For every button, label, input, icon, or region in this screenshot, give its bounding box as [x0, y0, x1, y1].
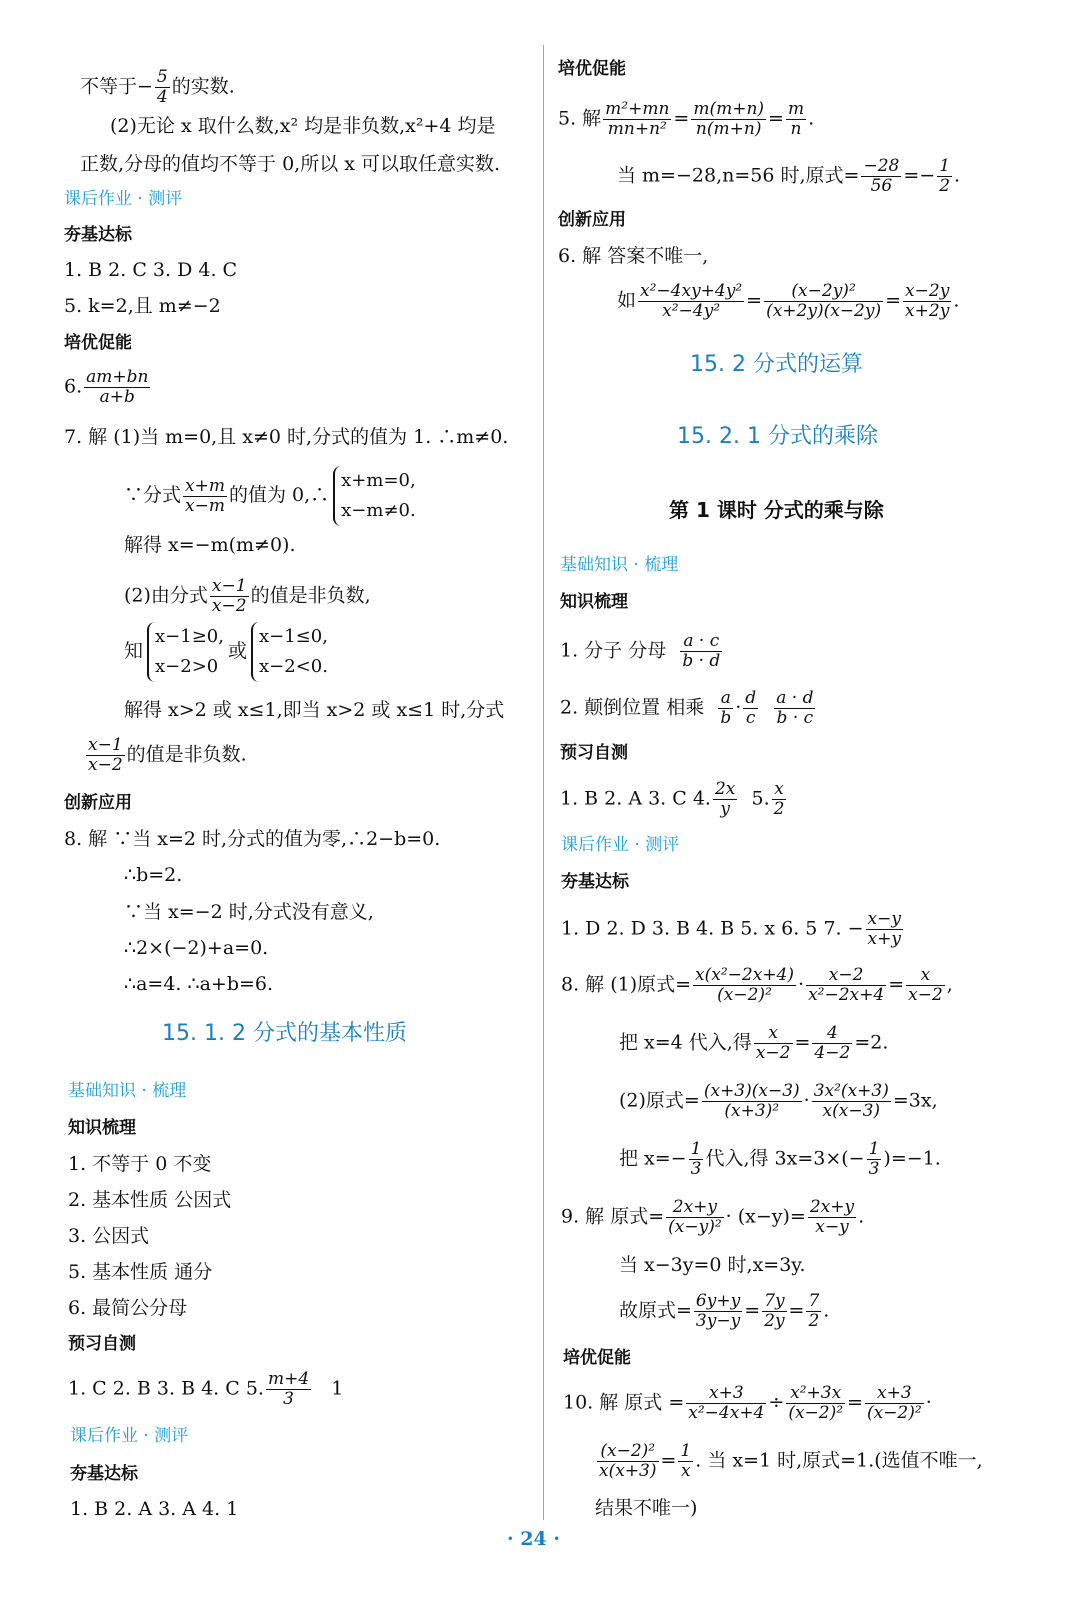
answer-line: 5. 基本性质 通分 [68, 1261, 213, 1283]
answer-line: ∴b=2. [124, 864, 183, 886]
answer-line: 如 $\frac{\text{x²−4xy+4y²}}{\text{x²−4y²}}$ = $\frac{\text{(x−2y)²}}{(x+2y)(x-2y)}$ = $\frac{x-2y}{x+2y}$ . [617, 281, 960, 321]
answer-line: 6. 解 答案不唯一, [558, 245, 709, 267]
section-title: 15. 2 分式的运算 [690, 352, 863, 377]
fraction: $\frac{x-2}{\text{x²−2x+4}}$ [808, 965, 885, 1005]
fraction: $\frac{m}{n}$ [787, 99, 805, 139]
answer-line: 3. 公因式 [68, 1225, 150, 1247]
fraction: $\frac{x+3}{\text{(x−2)²}}$ [866, 1383, 922, 1423]
fraction: $\frac{7y}{2y}$ [764, 1291, 785, 1331]
subsection-heading: 夯基达标 [70, 1464, 138, 1484]
fraction: $\frac{am+bn}{a+b}$ [86, 367, 149, 407]
text-line: (2)无论 x 取什么数,x² 均是非负数,x²+4 均是 [110, 115, 496, 137]
answer-line: 故原式= $\frac{6y+y}{3y-y}$ = $\frac{7y}{2y}$ = $\frac{7}{2}$ . [619, 1291, 830, 1331]
answer-line: 1. B 2. A 3. C 4. $\frac{2x}{y}$ 5. $\frac{x}{2}$ [560, 779, 785, 819]
fraction: $\frac{\text{x(x²−2x+4)}}{\text{(x−2)²}}$ [695, 965, 795, 1005]
fraction: $\frac{\text{x²+3x}}{\text{(x−2)²}}$ [788, 1383, 844, 1423]
fraction: $\frac{2x+y}{\text{(x−y)²}}$ [668, 1197, 722, 1237]
fraction: $\frac{x}{x-2}$ [908, 965, 943, 1005]
section-heading: 课后作业 · 测评 [561, 835, 680, 855]
fraction: $\frac{6y+y}{3y-y}$ [695, 1291, 741, 1331]
subsection-heading: 夯基达标 [64, 225, 132, 245]
fraction: $\frac{x+m}{x-m}$ [185, 475, 225, 516]
subsection-heading: 知识梳理 [68, 1118, 136, 1138]
answer-line: 把 x=− $\frac{1}{3}$ 代入,得 3x=3×(− $\frac{1}{3}$ )=−1. [619, 1139, 941, 1179]
fraction: $\frac{m(m+n)}{n(m+n)}$ [693, 99, 765, 139]
answer-line: 当 m=−28,n=56 时,原式= $\frac{-28}{56}$ =− $\frac{1}{2}$ . [617, 156, 961, 196]
answer-line: 8. 解 ∵当 x=2 时,分式的值为零,∴2−b=0. [64, 828, 441, 850]
subsection-heading: 知识梳理 [560, 592, 628, 612]
subsection-heading: 培优促能 [558, 59, 626, 79]
answer-line: 5. k=2,且 m≠−2 [64, 295, 221, 317]
column-divider [543, 45, 544, 1520]
fraction: $\frac{4}{4-2}$ [814, 1023, 851, 1063]
fraction: $\frac{7}{2}$ [808, 1291, 820, 1331]
fraction: $\frac{a \cdot c}{b \cdot d}$ [682, 631, 721, 671]
fraction: $\frac{2x}{y}$ [714, 779, 736, 819]
fraction: $\frac{(x+3)(x-3)}{\text{(x+3)²}}$ [703, 1081, 800, 1121]
fraction: $\frac{a}{b}$ [720, 688, 732, 728]
fraction: $\frac{x+3}{\text{x²−4x+4}}$ [688, 1383, 765, 1423]
lesson-title: 第 1 课时 分式的乘与除 [669, 498, 884, 522]
answer-line: 8. 解 (1)原式= $\frac{\text{x(x²−2x+4)}}{\text{(x−2)²}}$ · $\frac{x-2}{\text{x²−2x+4}}$ = $\frac{x}{x-2}$ , [561, 965, 953, 1005]
answer-line: 解得 x>2 或 x≤1,即当 x>2 或 x≤1 时,分式 [124, 699, 505, 721]
answer-line: 1. C 2. B 3. B 4. C 5. $\frac{m+4}{3}$ 1 [68, 1369, 344, 1409]
answer-line: 10. 解 原式 = $\frac{x+3}{\text{x²−4x+4}}$ ÷ $\frac{\text{x²+3x}}{\text{(x−2)²}}$ = $\frac{x+3}{\text{(x−2)²}}$ · [563, 1383, 932, 1423]
text-line: 不等于− $\frac{5}{4}$ 的实数. [80, 67, 235, 107]
subsection-heading: 创新应用 [558, 210, 626, 230]
answer-line: ∴2×(−2)+a=0. [124, 937, 269, 959]
section-heading: 课后作业 · 测评 [70, 1426, 189, 1446]
answer-line: 1. B 2. A 3. A 4. 1 [70, 1498, 239, 1520]
subsection-heading: 创新应用 [64, 793, 132, 813]
answer-line: 知 x−1≥0, x−2>0 或 x−1≤0, x−2<0. [124, 622, 332, 682]
section-heading: 基础知识 · 梳理 [560, 555, 679, 575]
answer-line: 6. $\frac{am+bn}{a+b}$ [64, 367, 149, 407]
answer-line: (2)原式= $\frac{(x+3)(x-3)}{\text{(x+3)²}}$ · $\frac{\text{3x²(x+3)}}{x(x-3)}$ =3x, [619, 1081, 938, 1121]
fraction: $\frac{x-y}{x+y}$ [867, 909, 901, 949]
fraction: $\frac{\text{(x−2)²}}{x(x+3)}$ [599, 1441, 657, 1481]
subsection-heading: 培优促能 [64, 333, 132, 353]
answer-line: 1. D 2. D 3. B 4. B 5. x 6. 5 7. − $\frac{x-y}{x+y}$ [561, 909, 901, 949]
fraction: $\frac{x-2y}{x+2y}$ [905, 281, 950, 321]
section-heading: 课后作业 · 测评 [64, 189, 183, 209]
fraction: $\frac{\text{3x²(x+3)}}{x(x-3)}$ [813, 1081, 889, 1121]
fraction: $\frac{x-1}{x-2}$ [88, 735, 123, 775]
fraction: $\frac{a \cdot d}{b \cdot c}$ [776, 688, 814, 728]
subsection-heading: 预习自测 [68, 1334, 136, 1354]
answer-line: 2. 颠倒位置 相乘 $\frac{a}{b}$ · $\frac{d}{c}$ $\frac{a \cdot d}{b \cdot c}$ [560, 688, 814, 728]
answer-line: (2)由分式 $\frac{x-1}{x-2}$ 的值是非负数, [124, 576, 371, 616]
section-title: 15. 2. 1 分式的乘除 [677, 424, 878, 449]
answer-line: 结果不唯一) [595, 1497, 698, 1519]
subsection-heading: 夯基达标 [561, 872, 629, 892]
section-heading: 基础知识 · 梳理 [68, 1081, 187, 1101]
answer-line: 7. 解 (1)当 m=0,且 x≠0 时,分式的值为 1. ∴m≠0. [64, 426, 509, 448]
answer-line: 6. 最简公分母 [68, 1297, 188, 1319]
answer-line: 2. 基本性质 公因式 [68, 1189, 232, 1211]
fraction: $\frac{\text{x²−4xy+4y²}}{\text{x²−4y²}}$ [640, 281, 743, 321]
fraction: $\frac{\text{m²+mn}}{\text{mn+n²}}$ [605, 99, 670, 139]
answer-line: 当 x−3y=0 时,x=3y. [619, 1254, 806, 1276]
fraction: $\frac{\text{(x−2y)²}}{(x+2y)(x-2y)}$ [766, 281, 882, 321]
answer-line: ∴a=4. ∴a+b=6. [124, 973, 274, 995]
subsection-heading: 预习自测 [560, 743, 628, 763]
fraction: $\frac{m+4}{3}$ [267, 1369, 310, 1409]
answer-line: ∵当 x=−2 时,分式没有意义, [124, 901, 374, 923]
answer-line: 5. 解 $\frac{\text{m²+mn}}{\text{mn+n²}}$ = $\frac{m(m+n)}{n(m+n)}$ = $\frac{m}{n}$ . [558, 99, 815, 139]
answer-line: 1. 分子 分母 $\frac{a \cdot c}{b \cdot d}$ [560, 631, 721, 671]
fraction: $\frac{-28}{56}$ [863, 156, 900, 196]
answer-line: $\frac{\text{(x−2)²}}{x(x+3)}$ = $\frac{1}{x}$ . 当 x=1 时,原式=1.(选值不唯一, [599, 1441, 983, 1481]
answer-line: 把 x=4 代入,得 $\frac{x}{x-2}$ = $\frac{4}{4-2}$ =2. [619, 1023, 889, 1063]
answer-line: 1. 不等于 0 不变 [68, 1153, 212, 1175]
brace-system: x+m=0, x−m≠0. [333, 466, 416, 526]
fraction: $\frac{1}{3}$ [868, 1139, 880, 1179]
section-title: 15. 1. 2 分式的基本性质 [162, 1021, 407, 1046]
text-line: 正数,分母的值均不等于 0,所以 x 可以取任意实数. [80, 153, 501, 175]
answer-line: 9. 解 原式= $\frac{2x+y}{\text{(x−y)²}}$ · (x−y)= $\frac{2x+y}{x-y}$ . [561, 1197, 865, 1237]
answer-line: ∵分式 $\frac{x+m}{x-m}$ 的值为 0,∴ x+m=0, x−m≠0. [124, 466, 420, 526]
brace-system: x−1≤0, x−2<0. [251, 622, 328, 682]
answer-line: $\frac{x-1}{x-2}$ 的值是非负数. [88, 735, 247, 775]
page-number: · 24 · [507, 1528, 560, 1550]
answer-line: 解得 x=−m(m≠0). [124, 534, 296, 556]
fraction: $\frac{1}{x}$ [680, 1441, 692, 1481]
brace-system: x−1≥0, x−2>0 [147, 622, 224, 682]
fraction: $\frac{x-1}{x-2}$ [211, 576, 247, 616]
fraction: $\frac{2x+y}{x-y}$ [809, 1197, 855, 1237]
fraction: $\frac{1}{2}$ [939, 156, 951, 196]
fraction: $\frac{d}{c}$ [745, 688, 757, 728]
subsection-heading: 培优促能 [563, 1348, 631, 1368]
fraction: $\frac{5}{4}$ [156, 67, 168, 107]
fraction: $\frac{x}{x-2}$ [755, 1023, 791, 1063]
fraction: $\frac{1}{3}$ [690, 1139, 702, 1179]
answer-line: 1. B 2. C 3. D 4. C [64, 259, 238, 281]
fraction: $\frac{x}{2}$ [773, 779, 785, 819]
